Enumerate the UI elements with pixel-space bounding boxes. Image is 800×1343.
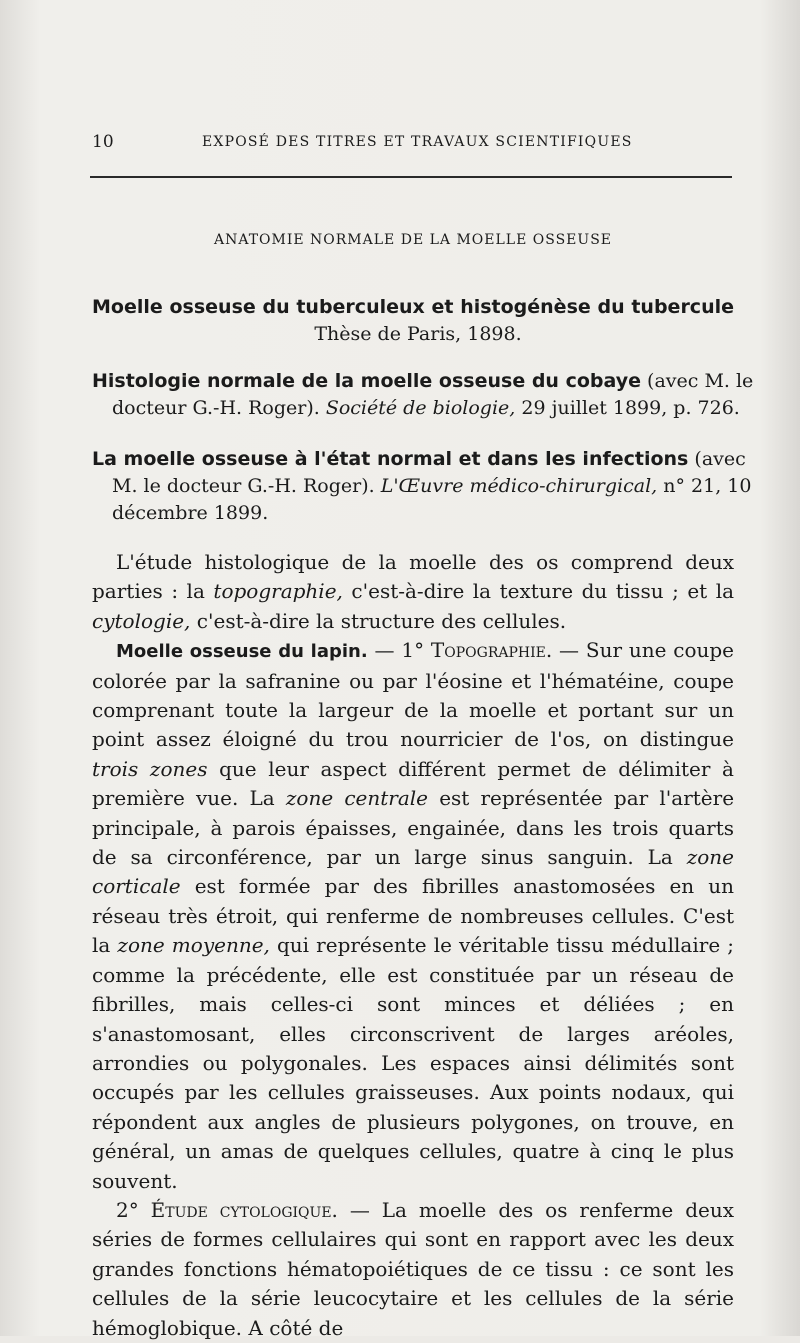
italic-term: zone centrale xyxy=(285,786,429,811)
text-run: — 1° xyxy=(374,638,425,663)
entry-title: Histologie normale de la moelle osseuse du cobaye xyxy=(92,370,641,392)
italic-term: trois zones xyxy=(92,756,208,781)
paragraph-intro xyxy=(92,548,734,636)
entry-date: 29 juillet 1899, p. 726. xyxy=(521,397,740,419)
text-run: c'est-à-dire la structure des cellules. xyxy=(196,608,567,633)
text-run: 2° xyxy=(116,1197,139,1222)
italic-term: topographie, xyxy=(213,579,343,604)
body-text xyxy=(92,548,734,1343)
running-title: EXPOSÉ DES TITRES ET TRAVAUX SCIENTIFIQUES xyxy=(202,134,633,150)
publication-entry xyxy=(92,368,754,422)
entry-journal: L'Œuvre médico-chirurgical, xyxy=(380,475,658,497)
entry-detail: (avec M. le docteur G.-H. Roger). xyxy=(112,448,746,497)
subsection-title: Topographie. xyxy=(430,638,553,663)
entry-date: n° 21, 10 décembre 1899. xyxy=(112,475,752,524)
text-run: que leur aspect différent permet de délimiter à première vue. La xyxy=(92,756,734,811)
text-run: L'étude histologique de la moelle des os comprend deux parties : la xyxy=(92,550,734,604)
text-run: — La moelle des os renferme deux séries de formes cellulaires qui sont en rapport avec les deux grandes fonctions hématopoiétiques de ce tissu : ce sont les cellules de la série leucocytaire et les cellules de la série hémoglobique. A côté de xyxy=(92,1197,735,1340)
entry-detail: (avec M. le docteur G.-H. Roger). xyxy=(112,370,754,419)
paragraph-lead: Moelle osseuse du lapin. xyxy=(116,641,368,663)
text-run: est formée par des fibrilles anastomosées en un réseau très étroit, qui renferme de nombreuses cellules. C'est la xyxy=(92,874,735,958)
italic-term: zone corticale xyxy=(92,845,734,899)
entry-detail: Thèse de Paris, 1898. xyxy=(314,323,522,345)
entry-title: Moelle osseuse du tuberculeux et histogénèse du tubercule xyxy=(92,296,734,318)
text-run: — Sur une coupe colorée par la safranine ou par l'éosine et l'hématéine, coupe comprenant toute la largeur de la moelle et portant sur un point assez éloigné du trou nourricier de l'os, on distingue xyxy=(92,638,735,752)
page-header xyxy=(92,132,732,162)
entry-title: La moelle osseuse à l'état normal et dans les infections xyxy=(92,448,689,470)
italic-term: zone moyenne, xyxy=(117,933,270,958)
section-title: ANATOMIE NORMALE DE LA MOELLE OSSEUSE xyxy=(213,232,613,248)
subsection-title: Étude cytologique. xyxy=(150,1197,338,1222)
header-rule xyxy=(90,176,732,178)
text-run: c'est-à-dire la texture du tissu ; et la xyxy=(351,579,735,604)
italic-term: cytologie, xyxy=(92,608,191,633)
paragraph-topographie xyxy=(92,636,734,1196)
page-number: 10 xyxy=(92,132,114,152)
text-run: qui représente le véritable tissu médullaire ; comme la précédente, elle est constituée par un réseau de fibrilles, mais celles-ci sont minces et déliées ; en s'anastomosant, elles circonscrivent de larges aréoles, arrondies ou polygonales. Les espaces ainsi délimités sont occupés par les cellules graisseuses. Aux points nodaux, qui répondent aux angles de plusieurs polygones, on trouve, en général, un amas de quelques cellules, quatre à cinq le plus souvent. xyxy=(92,933,734,1193)
entry-journal: Société de biologie, xyxy=(325,397,516,419)
publication-entry xyxy=(92,294,734,348)
paragraph-cytologie xyxy=(92,1196,734,1343)
publication-entry xyxy=(92,446,754,527)
text-run: est représentée par l'artère principale, à parois épaisses, engainée, dans les trois quarts de sa circonférence, par un large sinus sanguin. La xyxy=(92,786,735,870)
